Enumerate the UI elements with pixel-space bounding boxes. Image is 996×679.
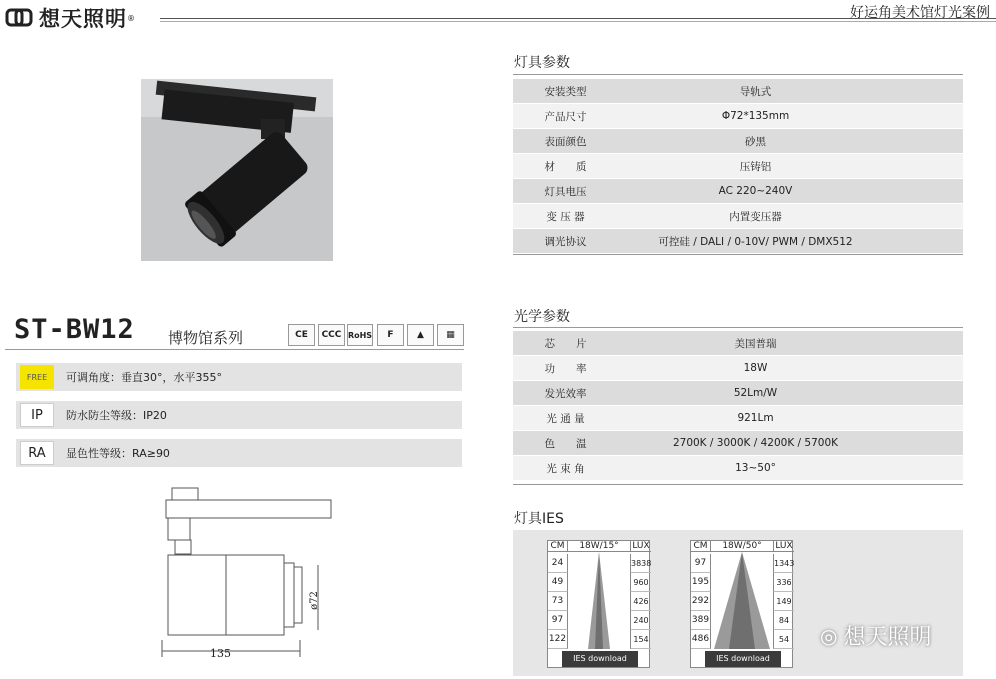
- ies-title: 灯具IES: [514, 511, 564, 527]
- feature-row: [16, 439, 462, 467]
- ies-lux-value: 84: [773, 611, 794, 630]
- table-row: [513, 356, 963, 381]
- spec-key: 芯 片: [544, 337, 587, 350]
- ies-cm-value: 24: [548, 554, 568, 573]
- ies-label: 18W/15°: [568, 541, 630, 552]
- table-row: [513, 179, 963, 204]
- ies-cm-value: 97: [548, 611, 568, 630]
- ies-lux-value: 240: [630, 611, 651, 630]
- table-row: [513, 204, 963, 229]
- spec-key: 功 率: [544, 362, 587, 375]
- ies-lux-value: 154: [630, 630, 651, 649]
- page-title: 好运角美术馆灯光案例: [850, 5, 990, 21]
- spec-value: 2700K / 3000K / 4200K / 5700K: [672, 437, 839, 449]
- ies-lux-head: LUX: [773, 541, 794, 552]
- spec-value: 921Lm: [737, 412, 774, 424]
- specs-table: [513, 79, 963, 254]
- brand-mark-icon: [5, 7, 35, 29]
- ip-icon: IP: [20, 403, 54, 427]
- ies-chart-15: [547, 540, 650, 668]
- spec-value: 13~50°: [735, 462, 776, 474]
- ies-lux-value: 1343: [773, 554, 794, 573]
- ies-cm-head: CM: [691, 541, 711, 552]
- spec-value: 导轨式: [739, 85, 772, 98]
- warning-cert-icon: ▲: [407, 324, 434, 346]
- brand-logo: [5, 3, 135, 33]
- ies-lux-head: LUX: [630, 541, 651, 552]
- spec-value: 内置变压器: [729, 210, 782, 223]
- watermark-text: 想天照明: [843, 625, 932, 650]
- spec-key: 安装类型: [544, 85, 587, 98]
- spec-key: 材 质: [544, 160, 587, 173]
- specs-divider: [513, 74, 963, 75]
- table-row: [513, 79, 963, 104]
- table-row: [513, 229, 963, 254]
- optics-table: [513, 331, 963, 481]
- rohs-cert-icon: RoHS: [347, 324, 373, 346]
- spec-key: 光 通 量: [546, 412, 585, 425]
- table-row: [513, 331, 963, 356]
- specs-title: 灯具参数: [514, 55, 570, 71]
- spec-value: 砂黑: [745, 135, 766, 148]
- spec-value: 52Lm/W: [733, 387, 778, 399]
- optics-divider: [513, 327, 963, 328]
- table-row: [513, 456, 963, 481]
- feature-text: 可调角度：垂直30°，水平355°: [66, 371, 222, 384]
- ies-lux-value: 3838: [630, 554, 651, 573]
- track-light-image: [141, 79, 333, 261]
- ies-lux-value: 426: [630, 592, 651, 611]
- optics-bottom-divider: [513, 484, 963, 485]
- spec-value: 压铸铝: [739, 160, 772, 173]
- table-row: [513, 381, 963, 406]
- feature-row: [16, 401, 462, 429]
- free-angle-icon: FREE: [20, 365, 54, 389]
- ies-download-button[interactable]: IES download: [562, 651, 638, 667]
- spec-key: 色 温: [544, 437, 587, 450]
- spec-value: AC 220~240V: [718, 185, 793, 197]
- ies-cm-value: 195: [691, 573, 711, 592]
- specs-bottom-divider: [513, 254, 963, 255]
- ies-cm-value: 292: [691, 592, 711, 611]
- spec-value: Φ72*135mm: [721, 110, 790, 122]
- model-divider: [5, 349, 464, 350]
- model-number: ST-BW12: [14, 314, 135, 345]
- table-row: [513, 129, 963, 154]
- feature-text: 显色性等级：RA≥90: [66, 447, 170, 460]
- length-dimension: 135: [210, 647, 231, 660]
- spec-key: 灯具电压: [544, 185, 587, 198]
- spec-key: 调光协议: [544, 235, 587, 248]
- spec-value: 美国普瑞: [734, 337, 777, 350]
- grid-cert-icon: ▦: [437, 324, 464, 346]
- product-photo: [141, 79, 333, 261]
- optics-title: 光学参数: [514, 309, 570, 325]
- table-row: [513, 104, 963, 129]
- ies-cm-head: CM: [548, 541, 568, 552]
- ce-cert-icon: CE: [288, 324, 315, 346]
- wechat-icon: ◎: [820, 623, 838, 648]
- ies-chart-50: [690, 540, 793, 668]
- ies-lux-value: 336: [773, 573, 794, 592]
- f-mark-cert-icon: F: [377, 324, 404, 346]
- ies-lux-value: 960: [630, 573, 651, 592]
- ies-label: 18W/50°: [711, 541, 773, 552]
- ies-cm-value: 122: [548, 630, 568, 649]
- ies-lux-value: 149: [773, 592, 794, 611]
- brand-reg: ®: [127, 13, 135, 23]
- ccc-cert-icon: CCC: [318, 324, 345, 346]
- table-row: [513, 154, 963, 179]
- spec-key: 表面颜色: [544, 135, 587, 148]
- technical-drawing: [150, 485, 350, 665]
- ies-cm-value: 389: [691, 611, 711, 630]
- ies-cm-value: 486: [691, 630, 711, 649]
- spec-key: 发光效率: [544, 387, 587, 400]
- ies-lux-value: 54: [773, 630, 794, 649]
- watermark: [820, 620, 931, 651]
- ies-download-button[interactable]: IES download: [705, 651, 781, 667]
- spec-value: 18W: [743, 362, 768, 374]
- spec-key: 变 压 器: [546, 210, 585, 223]
- brand-name: 想天照明: [39, 7, 127, 31]
- ies-cm-value: 73: [548, 592, 568, 611]
- diameter-dimension: ø72: [308, 591, 320, 610]
- feature-row: [16, 363, 462, 391]
- table-row: [513, 431, 963, 456]
- table-row: [513, 406, 963, 431]
- spec-value: 可控硅 / DALI / 0-10V/ PWM / DMX512: [658, 235, 853, 248]
- ra-icon: RA: [20, 441, 54, 465]
- ies-cm-value: 49: [548, 573, 568, 592]
- ies-cm-value: 97: [691, 554, 711, 573]
- series-name: 博物馆系列: [168, 329, 244, 347]
- feature-text: 防水防尘等级：IP20: [66, 409, 167, 422]
- spec-key: 产品尺寸: [544, 110, 587, 123]
- spec-key: 光 束 角: [546, 462, 585, 475]
